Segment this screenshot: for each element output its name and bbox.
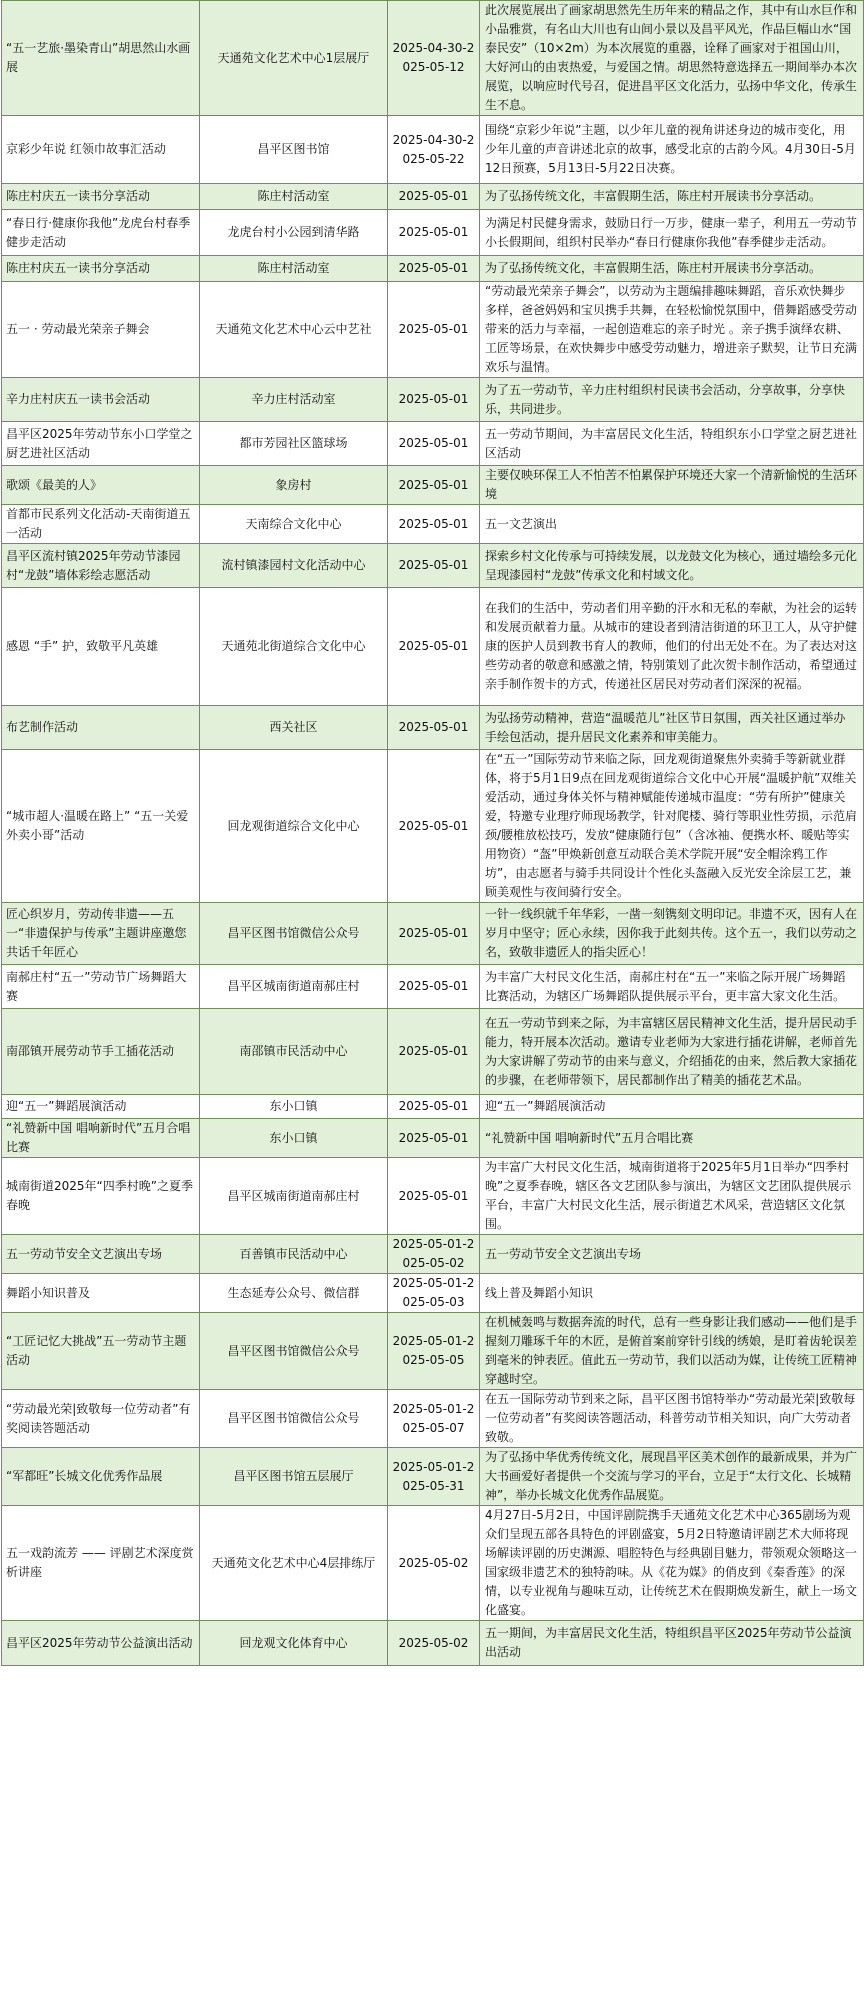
event-description-cell: 为了弘扬传统文化，丰富假期生活，陈庄村开展读书分享活动。 xyxy=(480,184,864,210)
event-venue-cell: 流村镇漆园村文化活动中心 xyxy=(200,544,388,588)
event-name-cell: “春日行·健康你我他”龙虎台村春季健步走活动 xyxy=(2,210,200,256)
event-name-cell: 首都市民系列文化活动-天南街道五一活动 xyxy=(2,505,200,544)
event-date-cell: 2025-05-01 xyxy=(388,1119,480,1158)
event-name-cell: 昌平区流村镇2025年劳动节漆园村“龙鼓”墙体彩绘志愿活动 xyxy=(2,544,200,588)
table-row xyxy=(2,1390,864,1448)
event-description-cell: 为了五一劳动节，辛力庄村组织村民读书会活动，分享故事，分享快乐，共同进步。 xyxy=(480,378,864,422)
event-venue-cell: 天通苑文化艺术中心云中艺社 xyxy=(200,282,388,378)
table-row xyxy=(2,965,864,1009)
event-description-cell: 在五一劳动节到来之际，为丰富辖区居民精神文化生活，提升居民动手能力，特开展本次活动。邀请专业老师为大家进行插花讲解，老师首先为大家讲解了劳动节的由来与意义，介绍插花的由来，然后教大家插花的步骤，在老师带领下，居民都制作出了精美的插花艺术品。 xyxy=(480,1009,864,1095)
table-row xyxy=(2,210,864,256)
event-date-cell: 2025-05-01 xyxy=(388,1009,480,1095)
event-description-cell: 在“五一”国际劳动节来临之际，回龙观街道聚焦外卖骑手等新就业群体，将于5月1日9点在回龙观街道综合文化中心开展“温暖护航”双维关爱活动，通过身体关怀与精神赋能传递城市温度：“劳有所护”健康关爱，特邀专业理疗师现场教学，针对爬楼、骑行等职业性劳损，示范肩颈/腰椎放松技巧，发放“健康随行包”（含冰袖、便携水杯、暖贴等实用物资）“盔”甲焕新创意互动联合美术学院开展“安全帽涂鸦工作坊”，由志愿者与骑手共同设计个性化头盔融入反光安全涂层工艺，兼顾美观性与夜间骑行安全。 xyxy=(480,750,864,903)
event-name-cell: 五一劳动节安全文艺演出专场 xyxy=(2,1235,200,1274)
event-date-cell: 2025-05-01 xyxy=(388,466,480,505)
events-table xyxy=(1,0,864,1666)
event-description-cell: 围绕“京彩少年说”主题，以少年儿童的视角讲述身边的城市变化，用少年儿童的声音讲述北京的故事，感受北京的古韵今风。4月30日-5月12日预赛，5月13日-5月22日决赛。 xyxy=(480,116,864,184)
table-row xyxy=(2,750,864,903)
event-name-cell: 昌平区2025年劳动节公益演出活动 xyxy=(2,1621,200,1666)
event-name-cell: 迎“五一”舞蹈展演活动 xyxy=(2,1095,200,1119)
event-name-cell: 城南街道2025年“四季村晚”之夏季春晚 xyxy=(2,1158,200,1235)
event-date-cell: 2025-05-01 xyxy=(388,750,480,903)
event-date-cell: 2025-05-01 xyxy=(388,588,480,706)
event-date-cell: 2025-05-01-2025-05-31 xyxy=(388,1448,480,1506)
event-description-cell: 五一期间，为丰富居民文化生活，特组织昌平区2025年劳动节公益演出活动 xyxy=(480,1621,864,1666)
event-name-cell: 五一戏韵流芳 —— 评剧艺术深度赏析讲座 xyxy=(2,1506,200,1621)
table-row xyxy=(2,505,864,544)
event-name-cell: “军都旺”长城文化优秀作品展 xyxy=(2,1448,200,1506)
event-venue-cell: 龙虎台村小公园到清华路 xyxy=(200,210,388,256)
table-row xyxy=(2,1274,864,1313)
table-row xyxy=(2,1506,864,1621)
table-row xyxy=(2,1621,864,1666)
event-description-cell: 4月27日-5月2日，中国评剧院携手天通苑文化艺术中心365剧场为观众们呈现五部各具特色的评剧盛宴，5月2日特邀请评剧艺术大师将现场解读评剧的历史渊源、唱腔特色与经典剧目魅力，带领观众领略这一国家级非遗艺术的独特韵味。从《花为媒》的俏皮到《秦香莲》的深情，以专业视角与趣味互动，让传统艺术在假期焕发新生，献上一场文化盛宴。 xyxy=(480,1506,864,1621)
event-name-cell: 南郝庄村“五一”劳动节广场舞蹈大赛 xyxy=(2,965,200,1009)
table-row xyxy=(2,544,864,588)
table-row xyxy=(2,903,864,965)
event-name-cell: 五一 · 劳动最光荣亲子舞会 xyxy=(2,282,200,378)
event-date-cell: 2025-04-30-2025-05-22 xyxy=(388,116,480,184)
table-row xyxy=(2,466,864,505)
event-description-cell: “劳动最光荣亲子舞会”，以劳动为主题编排趣味舞蹈，音乐欢快舞步多样，爸爸妈妈和宝贝携手共舞，在轻松愉悦氛围中，借舞蹈感受劳动带来的活力与幸福，一起创造难忘的亲子时光 。亲子携手演绎农耕、工匠等场景，在欢快舞步中感受劳动魅力，增进亲子默契，让节日充满欢乐与温情。 xyxy=(480,282,864,378)
table-row xyxy=(2,588,864,706)
event-venue-cell: 辛力庄村活动室 xyxy=(200,378,388,422)
event-description-cell: 一针一线织就千年华彩，一凿一刻镌刻文明印记。非遗不灭，因有人在岁月中坚守；匠心永续，因你我于此刻共传。这个五一，我们以劳动之名，致敬非遗匠人的指尖匠心！ xyxy=(480,903,864,965)
event-venue-cell: 天通苑北街道综合文化中心 xyxy=(200,588,388,706)
event-name-cell: 南邵镇开展劳动节手工插花活动 xyxy=(2,1009,200,1095)
table-row xyxy=(2,116,864,184)
event-description-cell: 为满足村民健身需求，鼓励日行一万步，健康一辈子，利用五一劳动节小长假期间，组织村民举办“春日行健康你我他”春季健步走活动。 xyxy=(480,210,864,256)
event-date-cell: 2025-05-01-2025-05-03 xyxy=(388,1274,480,1313)
event-venue-cell: 西关社区 xyxy=(200,706,388,750)
event-venue-cell: 天通苑文化艺术中心4层排练厅 xyxy=(200,1506,388,1621)
event-venue-cell: 陈庄村活动室 xyxy=(200,256,388,282)
event-venue-cell: 回龙观街道综合文化中心 xyxy=(200,750,388,903)
event-venue-cell: 昌平区城南街道南郝庄村 xyxy=(200,965,388,1009)
event-description-cell: 五一劳动节期间，为丰富居民文化生活，特组织东小口学堂之厨艺进社区活动 xyxy=(480,422,864,466)
event-description-cell: 为了弘扬中华优秀传统文化，展现昌平区美术创作的最新成果，并为广大书画爱好者提供一个交流与学习的平台，立足于“太行文化、长城精神”，举办长城文化优秀作品展览。 xyxy=(480,1448,864,1506)
event-name-cell: 布艺制作活动 xyxy=(2,706,200,750)
event-venue-cell: 东小口镇 xyxy=(200,1119,388,1158)
event-date-cell: 2025-05-01 xyxy=(388,184,480,210)
event-venue-cell: 象房村 xyxy=(200,466,388,505)
event-name-cell: “劳动最光荣|致敬每一位劳动者”有奖阅读答题活动 xyxy=(2,1390,200,1448)
table-row xyxy=(2,184,864,210)
event-description-cell: 线上普及舞蹈小知识 xyxy=(480,1274,864,1313)
event-date-cell: 2025-05-01-2025-05-02 xyxy=(388,1235,480,1274)
event-date-cell: 2025-05-01 xyxy=(388,1158,480,1235)
event-name-cell: “五一艺旅·墨染青山”胡思然山水画展 xyxy=(2,1,200,116)
event-venue-cell: 南邵镇市民活动中心 xyxy=(200,1009,388,1095)
event-description-cell: 在五一国际劳动节到来之际，昌平区图书馆特举办“劳动最光荣|致敬每一位劳动者”有奖阅读答题活动，科普劳动节相关知识，向广大劳动者致敬。 xyxy=(480,1390,864,1448)
event-venue-cell: 昌平区图书馆微信公众号 xyxy=(200,903,388,965)
event-date-cell: 2025-05-01 xyxy=(388,965,480,1009)
event-description-cell: 在我们的生活中，劳动者们用辛勤的汗水和无私的奉献，为社会的运转和发展贡献着力量。从城市的建设者到清洁街道的环卫工人，从守护健康的医护人员到教书育人的教师，他们的付出无处不在。为了表达对这些劳动者的敬意和感激之情，特别策划了此次贺卡制作活动，希望通过亲手制作贺卡的方式，传递社区居民对劳动者们深深的祝福。 xyxy=(480,588,864,706)
table-row xyxy=(2,256,864,282)
event-description-cell: 为丰富广大村民文化生活，南郝庄村在“五一”来临之际开展广场舞蹈比赛活动，为辖区广场舞蹈队提供展示平台，更丰富大家文化生活。 xyxy=(480,965,864,1009)
table-row xyxy=(2,282,864,378)
event-name-cell: 陈庄村庆五一读书分享活动 xyxy=(2,256,200,282)
event-name-cell: 辛力庄村庆五一读书会活动 xyxy=(2,378,200,422)
event-description-cell: 此次展览展出了画家胡思然先生历年来的精品之作，其中有山水巨作和小品雅赏，有名山大川也有山间小景以及昌平风光，作品巨幅山水“国泰民安”（10×2m）为本次展览的重器，诠释了画家对于祖国山川，大好河山的由衷热爱，与爱国之情。胡思然特意选择五一期间举办本次展览，以响应时代号召，促进昌平区文化活力，弘扬中华文化，传承生生不息。 xyxy=(480,1,864,116)
table-row xyxy=(2,1,864,116)
event-name-cell: “城市超人·温暖在路上” “五一关爱外卖小哥”活动 xyxy=(2,750,200,903)
table-row xyxy=(2,1448,864,1506)
event-description-cell: 主要仅映环保工人不怕苦不怕累保护环境还大家一个清新愉悦的生活环境 xyxy=(480,466,864,505)
event-date-cell: 2025-04-30-2025-05-12 xyxy=(388,1,480,116)
event-description-cell: “礼赞新中国 唱响新时代”五月合唱比赛 xyxy=(480,1119,864,1158)
table-row xyxy=(2,422,864,466)
event-date-cell: 2025-05-01 xyxy=(388,282,480,378)
event-date-cell: 2025-05-01-2025-05-07 xyxy=(388,1390,480,1448)
event-date-cell: 2025-05-01 xyxy=(388,210,480,256)
event-venue-cell: 百善镇市民活动中心 xyxy=(200,1235,388,1274)
event-name-cell: “工匠记忆大挑战”五一劳动节主题活动 xyxy=(2,1313,200,1390)
event-description-cell: 五一劳动节安全文艺演出专场 xyxy=(480,1235,864,1274)
event-description-cell: 为弘扬劳动精神，营造“温暖范儿”社区节日氛围，西关社区通过举办手绘包活动，提升居民文化素养和审美能力。 xyxy=(480,706,864,750)
table-row xyxy=(2,1235,864,1274)
event-date-cell: 2025-05-01 xyxy=(388,505,480,544)
event-date-cell: 2025-05-01 xyxy=(388,903,480,965)
event-description-cell: 五一文艺演出 xyxy=(480,505,864,544)
event-description-cell: 为丰富广大村民文化生活，城南街道将于2025年5月1日举办“四季村晚”之夏季春晚，辖区各文艺团队参与演出，为辖区文艺团队提供展示平台，丰富广大村民文化生活，展示街道艺术风采，营造辖区文化氛围。 xyxy=(480,1158,864,1235)
event-venue-cell: 天南综合文化中心 xyxy=(200,505,388,544)
event-name-cell: 昌平区2025年劳动节东小口学堂之厨艺进社区活动 xyxy=(2,422,200,466)
event-venue-cell: 昌平区图书馆微信公众号 xyxy=(200,1390,388,1448)
event-date-cell: 2025-05-01 xyxy=(388,422,480,466)
event-date-cell: 2025-05-01 xyxy=(388,544,480,588)
event-description-cell: 在机械轰鸣与数据奔流的时代，总有一些身影让我们感动——他们是手握刻刀雕琢千年的木匠，是俯首案前穿针引线的绣娘，是盯着齿轮误差到毫米的钟表匠。值此五一劳动节，我们以活动为媒，让传统工匠精神穿越时空。 xyxy=(480,1313,864,1390)
event-date-cell: 2025-05-01 xyxy=(388,256,480,282)
event-venue-cell: 昌平区图书馆 xyxy=(200,116,388,184)
table-row xyxy=(2,378,864,422)
event-description-cell: 迎“五一”舞蹈展演活动 xyxy=(480,1095,864,1119)
event-name-cell: 匠心织岁月，劳动传非遗——五一“非遗保护与传承”主题讲座邀您共话千年匠心 xyxy=(2,903,200,965)
event-name-cell: 舞蹈小知识普及 xyxy=(2,1274,200,1313)
event-venue-cell: 陈庄村活动室 xyxy=(200,184,388,210)
event-date-cell: 2025-05-01 xyxy=(388,378,480,422)
table-row xyxy=(2,1095,864,1119)
event-description-cell: 为了弘扬传统文化，丰富假期生活，陈庄村开展读书分享活动。 xyxy=(480,256,864,282)
event-name-cell: “礼赞新中国 唱响新时代”五月合唱比赛 xyxy=(2,1119,200,1158)
event-venue-cell: 昌平区城南街道南郝庄村 xyxy=(200,1158,388,1235)
event-name-cell: 歌颂《最美的人》 xyxy=(2,466,200,505)
event-date-cell: 2025-05-01 xyxy=(388,1095,480,1119)
event-venue-cell: 昌平区图书馆五层展厅 xyxy=(200,1448,388,1506)
event-name-cell: 感恩 “手” 护，致敬平凡英雄 xyxy=(2,588,200,706)
event-date-cell: 2025-05-02 xyxy=(388,1506,480,1621)
event-venue-cell: 都市芳园社区篮球场 xyxy=(200,422,388,466)
event-description-cell: 探索乡村文化传承与可持续发展，以龙鼓文化为核心，通过墙绘多元化呈现漆园村“龙鼓”传承文化和村域文化。 xyxy=(480,544,864,588)
event-venue-cell: 天通苑文化艺术中心1层展厅 xyxy=(200,1,388,116)
events-table-body xyxy=(2,1,864,1666)
event-name-cell: 京彩少年说 红领巾故事汇活动 xyxy=(2,116,200,184)
event-date-cell: 2025-05-01 xyxy=(388,706,480,750)
table-row xyxy=(2,1009,864,1095)
event-venue-cell: 东小口镇 xyxy=(200,1095,388,1119)
event-venue-cell: 生态延寿公众号、微信群 xyxy=(200,1274,388,1313)
event-venue-cell: 昌平区图书馆微信公众号 xyxy=(200,1313,388,1390)
table-row xyxy=(2,1313,864,1390)
table-row xyxy=(2,1119,864,1158)
event-venue-cell: 回龙观文化体育中心 xyxy=(200,1621,388,1666)
table-row xyxy=(2,706,864,750)
event-date-cell: 2025-05-02 xyxy=(388,1621,480,1666)
table-row xyxy=(2,1158,864,1235)
event-date-cell: 2025-05-01-2025-05-05 xyxy=(388,1313,480,1390)
event-name-cell: 陈庄村庆五一读书分享活动 xyxy=(2,184,200,210)
